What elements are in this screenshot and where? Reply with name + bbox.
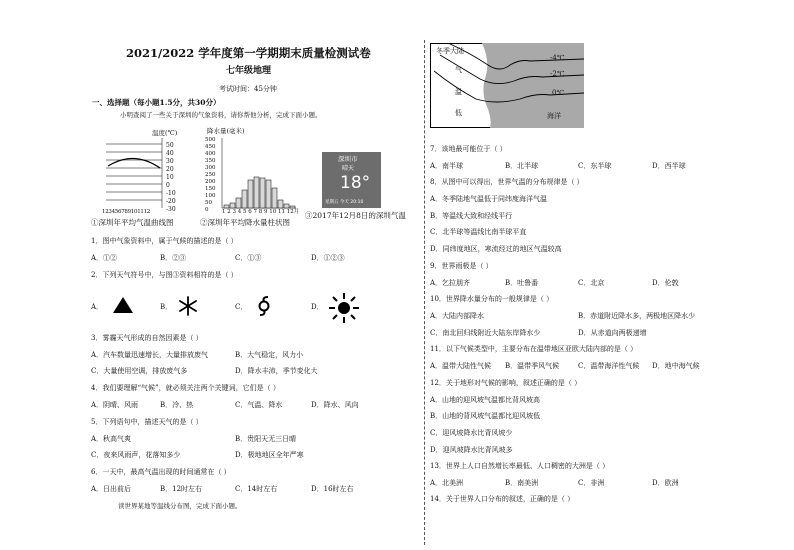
q6-option-a[interactable]: A．日出前后 <box>91 485 132 493</box>
map-label-qi: 气 <box>455 66 462 74</box>
q9-option-c[interactable]: C．北京 <box>578 279 605 287</box>
snow-weather-icon <box>177 295 199 317</box>
question-1: 1．图中气象资料中，属于气候的描述的是（ ） <box>91 237 238 245</box>
q13-option-a[interactable]: A．北美洲 <box>430 479 464 487</box>
map-label-ocean: 海洋 <box>547 112 561 120</box>
q1-option-a[interactable]: A．①② <box>91 254 118 262</box>
question-4: 4．我们要理解“气候”，就必须关注两个关键词，它们是（ ） <box>91 384 280 392</box>
q2-option-a[interactable]: A． <box>91 303 104 311</box>
q11-option-b[interactable]: B．温带季风气候 <box>505 362 560 370</box>
question-5: 5．下列语句中，描述天气的是（ ） <box>91 418 203 426</box>
q2-option-b[interactable]: B． <box>160 303 173 311</box>
question-10: 10．世界降水量分布的一般规律是（ ） <box>430 295 554 303</box>
weather-city: 深圳市 <box>338 155 358 163</box>
q12-option-a[interactable]: A．山地的迎风坡气温都比背风坡高 <box>430 396 541 404</box>
page-divider <box>424 40 425 545</box>
question-11: 11．以下气候类型中，主要分布在温带地区亚欧大陆内部的是（ ） <box>430 345 638 353</box>
q8-option-b[interactable]: B．等温线大致和经线平行 <box>430 212 513 220</box>
rain-months: 1 2 3 4 5 6 7 8 9 10 11 12月 <box>222 209 300 215</box>
q8-option-c[interactable]: C．北半球等温线比南半球平直 <box>430 228 527 236</box>
map-label-di: 低 <box>455 109 462 117</box>
q12-option-c[interactable]: C．迎风坡降水比背风坡少 <box>430 429 513 437</box>
q12-option-b[interactable]: B．山地的背风坡气温都比迎风坡低 <box>430 412 541 420</box>
q4-option-d[interactable]: D．降水、风向 <box>311 401 359 409</box>
q3-option-b[interactable]: B．大气稳定，风力小 <box>235 351 304 359</box>
q1-option-b[interactable]: B．②③ <box>160 254 187 262</box>
q5-option-d[interactable]: D．极地地区全年严寒 <box>235 451 304 459</box>
q7-option-d[interactable]: D．西半球 <box>652 162 686 170</box>
q6-option-d[interactable]: D．16时左右 <box>311 485 354 493</box>
q4-option-c[interactable]: C．气温、降水 <box>235 401 283 409</box>
q9-option-b[interactable]: B．吐鲁番 <box>505 279 539 287</box>
question-7: 7．该地最可能位于（ ） <box>430 145 507 153</box>
left-footer-instruction: 读世界某地等温线分布图，完成下面小题。 <box>118 502 242 510</box>
weather-widget <box>322 152 381 208</box>
isotherm-zero: 0℃ <box>552 89 565 97</box>
weather-footer: 星期五 今天 20:10 <box>325 200 364 205</box>
q8-option-d[interactable]: D．同纬度地区，寒流经过的地区气温较高 <box>430 245 562 253</box>
q6-option-c[interactable]: C．14时左右 <box>235 485 278 493</box>
q5-option-b[interactable]: B．贵阳天无三日晴 <box>235 435 297 443</box>
isotherm-minus2: -2℃ <box>550 70 565 78</box>
q10-option-d[interactable]: D．从赤道向两极递增 <box>578 329 647 337</box>
question-6: 6．一天中，最高气温出现的时间通常在（ ） <box>91 468 231 476</box>
q4-option-b[interactable]: B．冷、热 <box>160 401 194 409</box>
q5-option-c[interactable]: C．夜来风雨声，花落知多少 <box>91 451 181 459</box>
exam-title: 2021/2022 学年度第一学期期末质量检测试卷 <box>126 46 371 60</box>
q5-option-a[interactable]: A．秋高气爽 <box>91 435 132 443</box>
question-8: 8．从图中可以得出，世界气温的分布规律是（ ） <box>430 178 584 186</box>
exam-time: 考试时间：45分钟 <box>219 85 277 93</box>
temperature-curve-chart <box>100 128 210 220</box>
q2-option-c[interactable]: C． <box>235 303 248 311</box>
q1-option-c[interactable]: C．①③ <box>235 254 262 262</box>
q11-option-a[interactable]: A．温带大陆性气候 <box>430 362 492 370</box>
q7-option-b[interactable]: B．北半球 <box>505 162 539 170</box>
figure1-caption: ①深圳年平均气温曲线图 <box>91 218 174 227</box>
isotherm-minus4: -4℃ <box>550 54 565 62</box>
q7-option-c[interactable]: C．东半球 <box>578 162 612 170</box>
typhoon-weather-icon <box>254 296 274 316</box>
question-9: 9．世界雨极是（ ） <box>430 262 493 270</box>
q3-option-a[interactable]: A．汽车数量迅速增长，大量排放废气 <box>91 351 209 359</box>
map-label-wen: 温 <box>455 88 462 96</box>
q11-option-d[interactable]: D．地中海气候 <box>652 362 700 370</box>
question-13: 13．世界上人口自然增长率最低、人口稠密的大洲是（ ） <box>430 462 610 470</box>
temp-months: 123456789101112 <box>102 209 150 215</box>
q2-option-d[interactable]: D． <box>311 303 324 311</box>
figure3-caption: ③2017年12月8日的深圳气温 <box>305 211 406 220</box>
question-3: 3．雾霾天气形成的自然因素是（ ） <box>91 334 203 342</box>
q10-option-c[interactable]: C．南北回归线附近大陆东岸降水少 <box>430 329 541 337</box>
q3-option-d[interactable]: D．降水丰沛，季节变化大 <box>235 367 318 375</box>
q10-option-a[interactable]: A．大陆内部降水 <box>430 312 485 320</box>
question-2: 2．下列天气符号中，与图③资料相符的是（ ） <box>91 271 238 279</box>
q12-option-d[interactable]: D．迎风坡降水比背风坡多 <box>430 446 513 454</box>
weather-temperature: 18° <box>340 173 371 193</box>
question-12: 12．关于地形对气候的影响，叙述正确的是（ ） <box>430 379 582 387</box>
triangle-weather-icon <box>112 295 134 315</box>
grade-title: 七年级地理 <box>226 66 272 76</box>
q13-option-b[interactable]: B．南美洲 <box>505 479 539 487</box>
q9-option-d[interactable]: D．伦敦 <box>652 279 679 287</box>
q6-option-b[interactable]: B．12时左右 <box>160 485 203 493</box>
q10-option-b[interactable]: B．赤道附近降水多，两极地区降水少 <box>578 312 696 320</box>
q7-option-a[interactable]: A．南半球 <box>430 162 464 170</box>
q8-option-a[interactable]: A．冬季陆地气温低于同纬度海洋气温 <box>430 195 548 203</box>
q1-option-d[interactable]: D．①②③ <box>311 254 345 262</box>
q9-option-a[interactable]: A．乞拉朋齐 <box>430 279 471 287</box>
sun-weather-icon <box>328 292 360 324</box>
q13-option-c[interactable]: C．非洲 <box>578 479 605 487</box>
rain-axis-title: 降水量(毫米) <box>207 127 245 135</box>
weather-condition: 晴天 <box>342 165 355 172</box>
question-14: 14．关于世界人口分布的叙述，正确的是（ ） <box>430 495 575 503</box>
rainfall-bar-chart <box>218 134 298 214</box>
q4-option-a[interactable]: A．阴晴、风雨 <box>91 401 139 409</box>
q11-option-c[interactable]: C．温带海洋性气候 <box>578 362 640 370</box>
q3-option-c[interactable]: C．大量使用空调，排放废气多 <box>91 367 188 375</box>
q13-option-d[interactable]: D．欧洲 <box>652 479 679 487</box>
map-label-winter: 冬季大陆 <box>436 47 464 55</box>
temp-axis-title: 温度(℃) <box>152 129 178 137</box>
section-intro: 小明查阅了一些关于深圳的气象资料，请你帮他分析，完成下面小题。 <box>120 111 322 119</box>
section-heading: 一、选择题（每小题1.5分，共30分） <box>92 98 221 107</box>
figure2-caption: ②深圳年平均降水量柱状图 <box>200 218 290 227</box>
